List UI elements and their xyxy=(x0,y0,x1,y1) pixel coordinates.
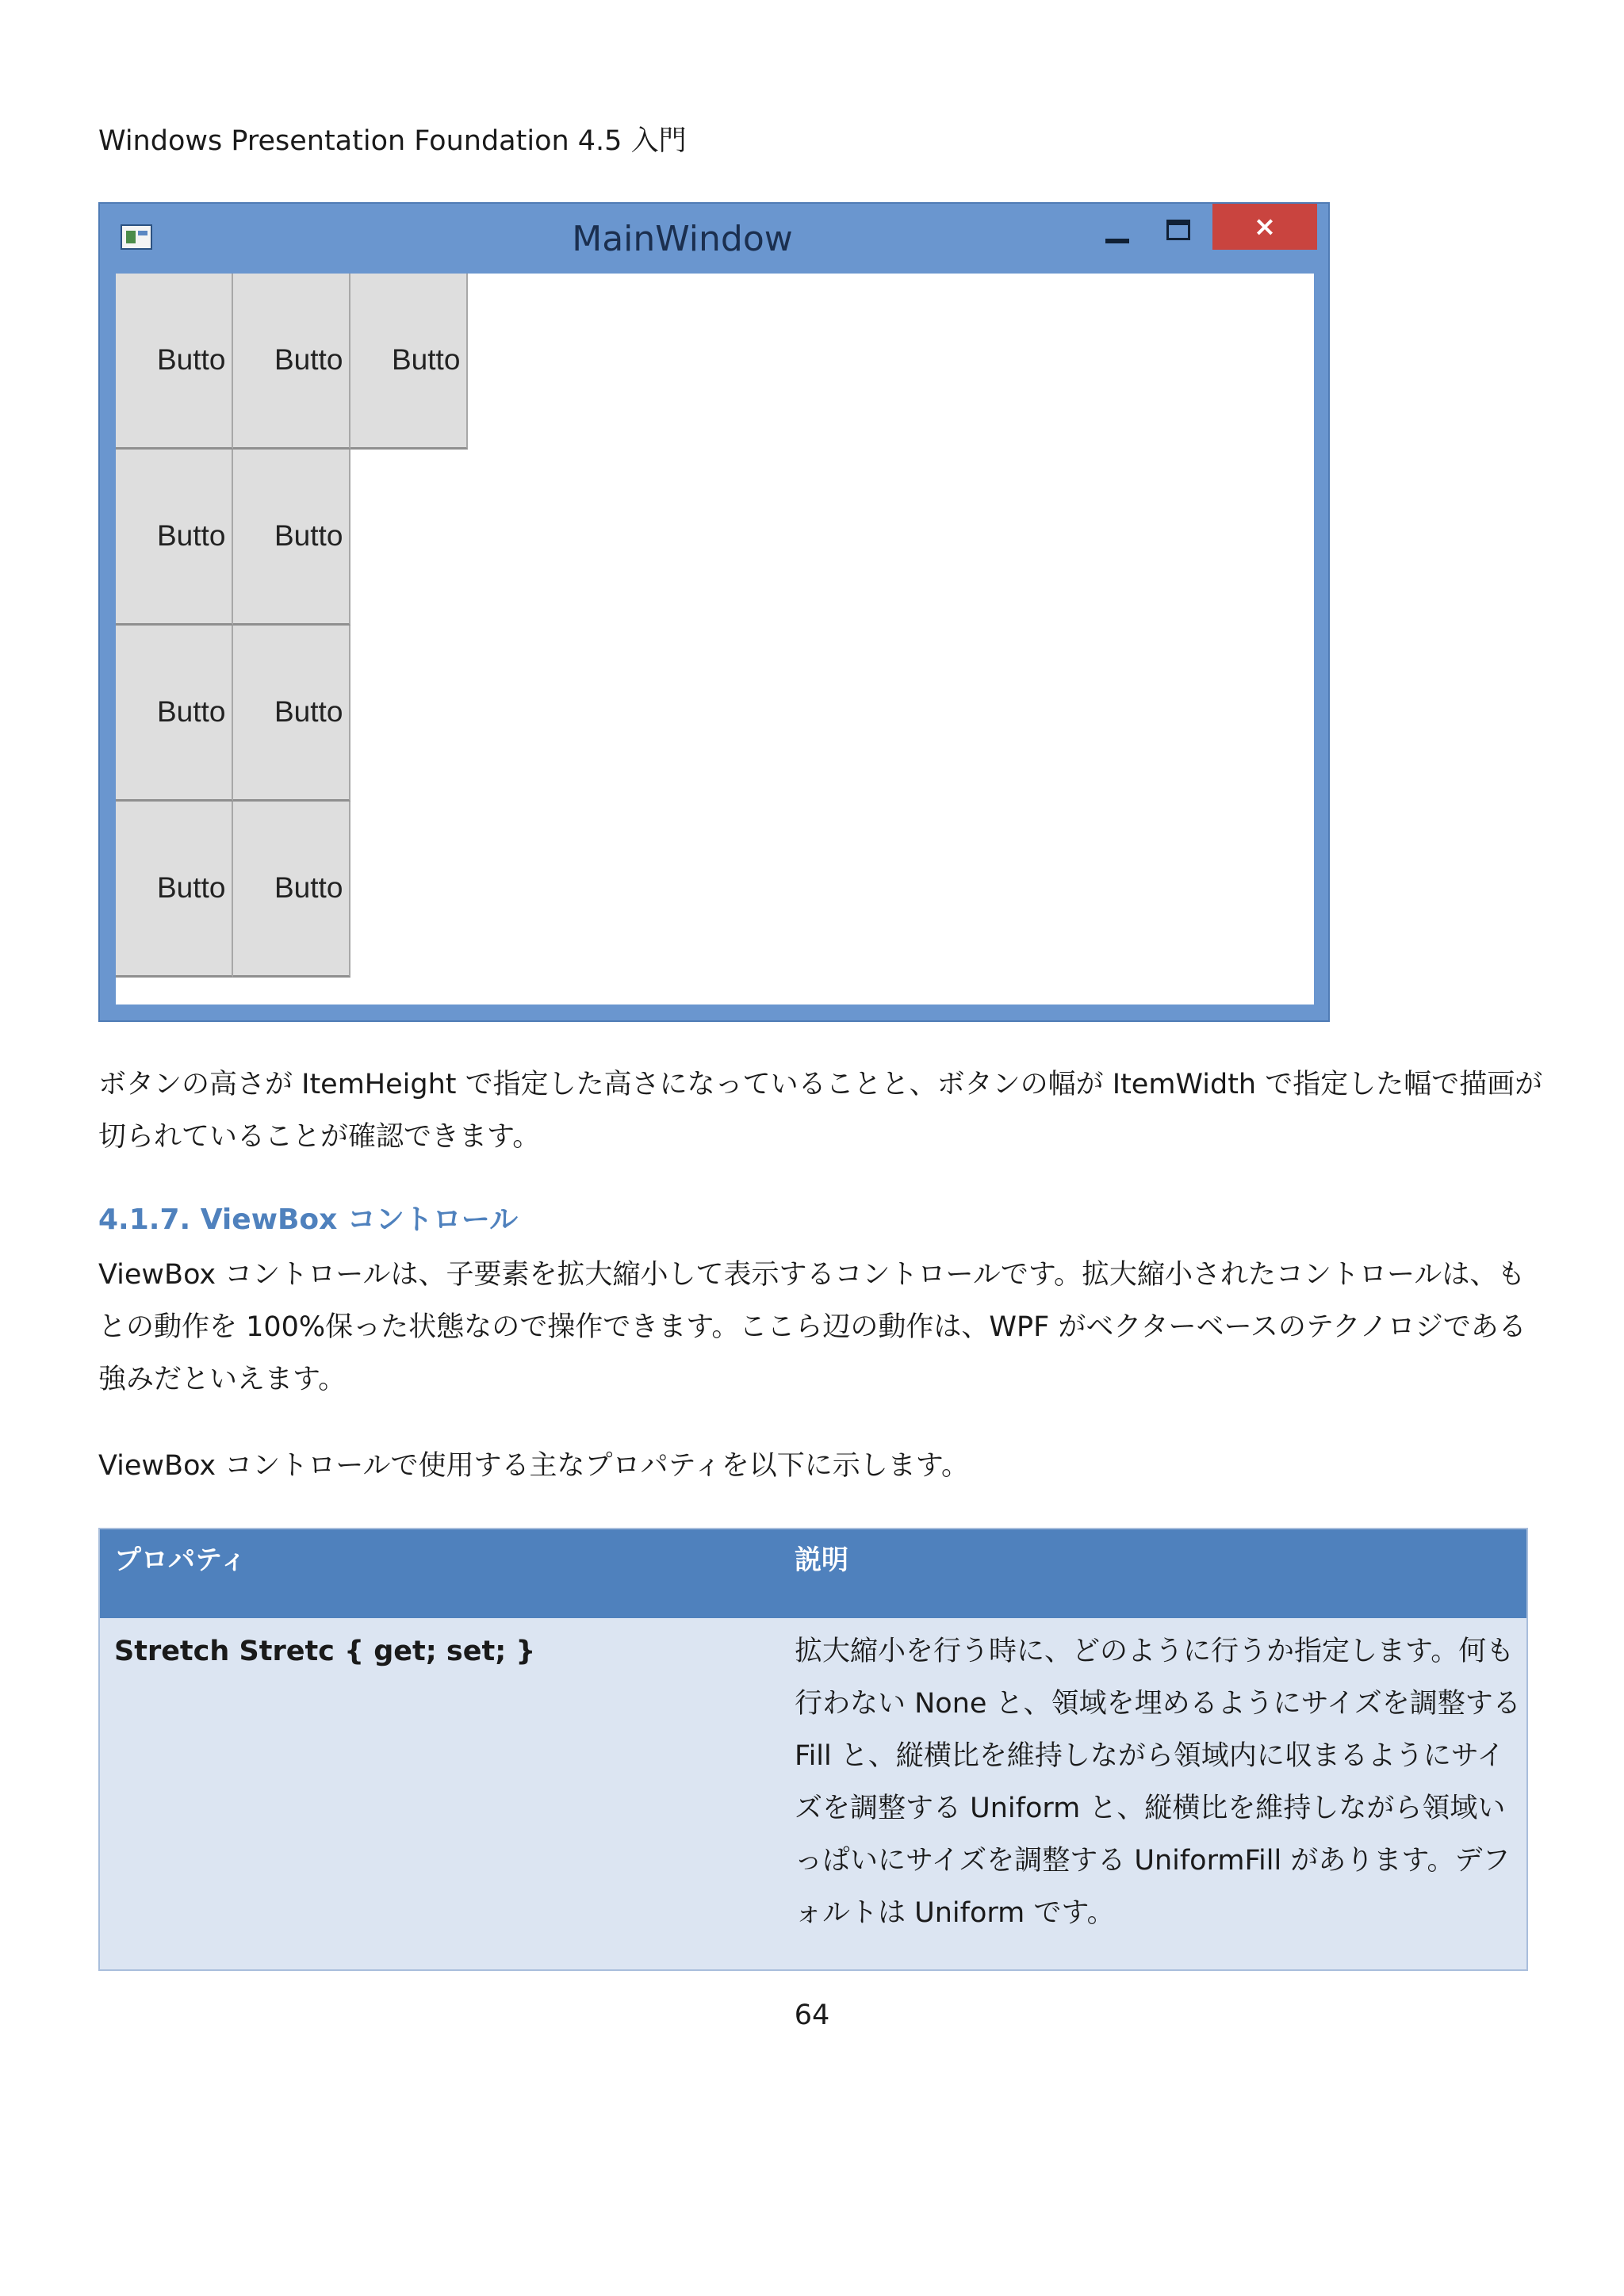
wrap-button-r1c1[interactable] xyxy=(116,274,233,450)
window-client-area xyxy=(116,274,1314,1004)
text-line: 行わない None と、領域を埋めるようにサイズを調整する xyxy=(795,1688,1521,1720)
property-table xyxy=(98,1528,1528,1971)
button-label: Butto xyxy=(392,343,461,376)
paragraph-itemheight xyxy=(98,1058,1543,1163)
text-line: ズを調整する Uniform と、縦横比を維持しながら領域い xyxy=(795,1793,1506,1824)
text-line: 拡大縮小を行う時に、どのように行うか指定します。何も xyxy=(795,1636,1515,1667)
text-line: 強みだといえます。 xyxy=(98,1364,347,1395)
maximize-icon[interactable] xyxy=(1166,220,1190,240)
text-line: との動作を 100%保った状態なので操作できます。ここら辺の動作は、WPF がベクターベースのテクノロジである xyxy=(98,1311,1526,1343)
button-label: Butto xyxy=(274,343,343,376)
text-line: 切られていることが確認できます。 xyxy=(98,1121,541,1153)
minimize-icon[interactable] xyxy=(1105,239,1129,243)
wrap-button-r2c1[interactable] xyxy=(116,450,233,626)
button-label: Butto xyxy=(274,871,343,904)
column-header-description: 説明 xyxy=(795,1544,848,1576)
wrap-button-r2c2[interactable] xyxy=(233,450,350,626)
wpf-window-screenshot xyxy=(98,202,1330,1022)
text-line: ボタンの高さが ItemHeight で指定した高さになっていることと、ボタンの幅が ItemWidth で指定した幅で描画が xyxy=(98,1069,1543,1100)
text-line: ViewBox コントロールは、子要素を拡大縮小して表示するコントロールです。拡大縮小されたコントロールは、も xyxy=(98,1259,1526,1291)
section-heading: 4.1.7. ViewBox コントロール xyxy=(98,1203,519,1236)
button-label: Butto xyxy=(157,519,226,552)
button-label: Butto xyxy=(274,519,343,552)
wrap-button-r3c2[interactable] xyxy=(233,626,350,802)
wrap-button-r4c1[interactable] xyxy=(116,802,233,978)
button-label: Butto xyxy=(157,871,226,904)
paragraph-properties-intro xyxy=(98,1440,1526,1492)
running-header: Windows Presentation Foundation 4.5 入門 xyxy=(98,125,687,157)
paragraph-viewbox-intro xyxy=(98,1249,1526,1406)
text-line: ォルトは Uniform です。 xyxy=(795,1897,1115,1929)
wrap-button-r1c3[interactable] xyxy=(350,274,468,450)
text-line: Fill と、縦横比を維持しながら領域内に収まるようにサイ xyxy=(795,1740,1505,1772)
close-icon: × xyxy=(1253,211,1277,243)
text-line: っぱいにサイズを調整する UniformFill があります。デフ xyxy=(795,1845,1511,1877)
window-title: MainWindow xyxy=(572,219,793,259)
wrap-button-r3c1[interactable] xyxy=(116,626,233,802)
button-label: Butto xyxy=(157,695,226,728)
window-titlebar xyxy=(100,204,1328,274)
button-label: Butto xyxy=(274,695,343,728)
wrap-button-r1c2[interactable] xyxy=(233,274,350,450)
column-header-property: プロパティ xyxy=(114,1544,247,1576)
text-line: ViewBox コントロールで使用する主なプロパティを以下に示します。 xyxy=(98,1450,969,1482)
table-header-row xyxy=(100,1529,1526,1618)
property-description xyxy=(795,1625,1521,1939)
close-button[interactable] xyxy=(1212,204,1317,250)
wrap-button-r4c2[interactable] xyxy=(233,802,350,978)
button-label: Butto xyxy=(157,343,226,376)
page-number: 64 xyxy=(794,1999,830,2031)
property-name: Stretch Stretc { get; set; } xyxy=(114,1636,536,1667)
